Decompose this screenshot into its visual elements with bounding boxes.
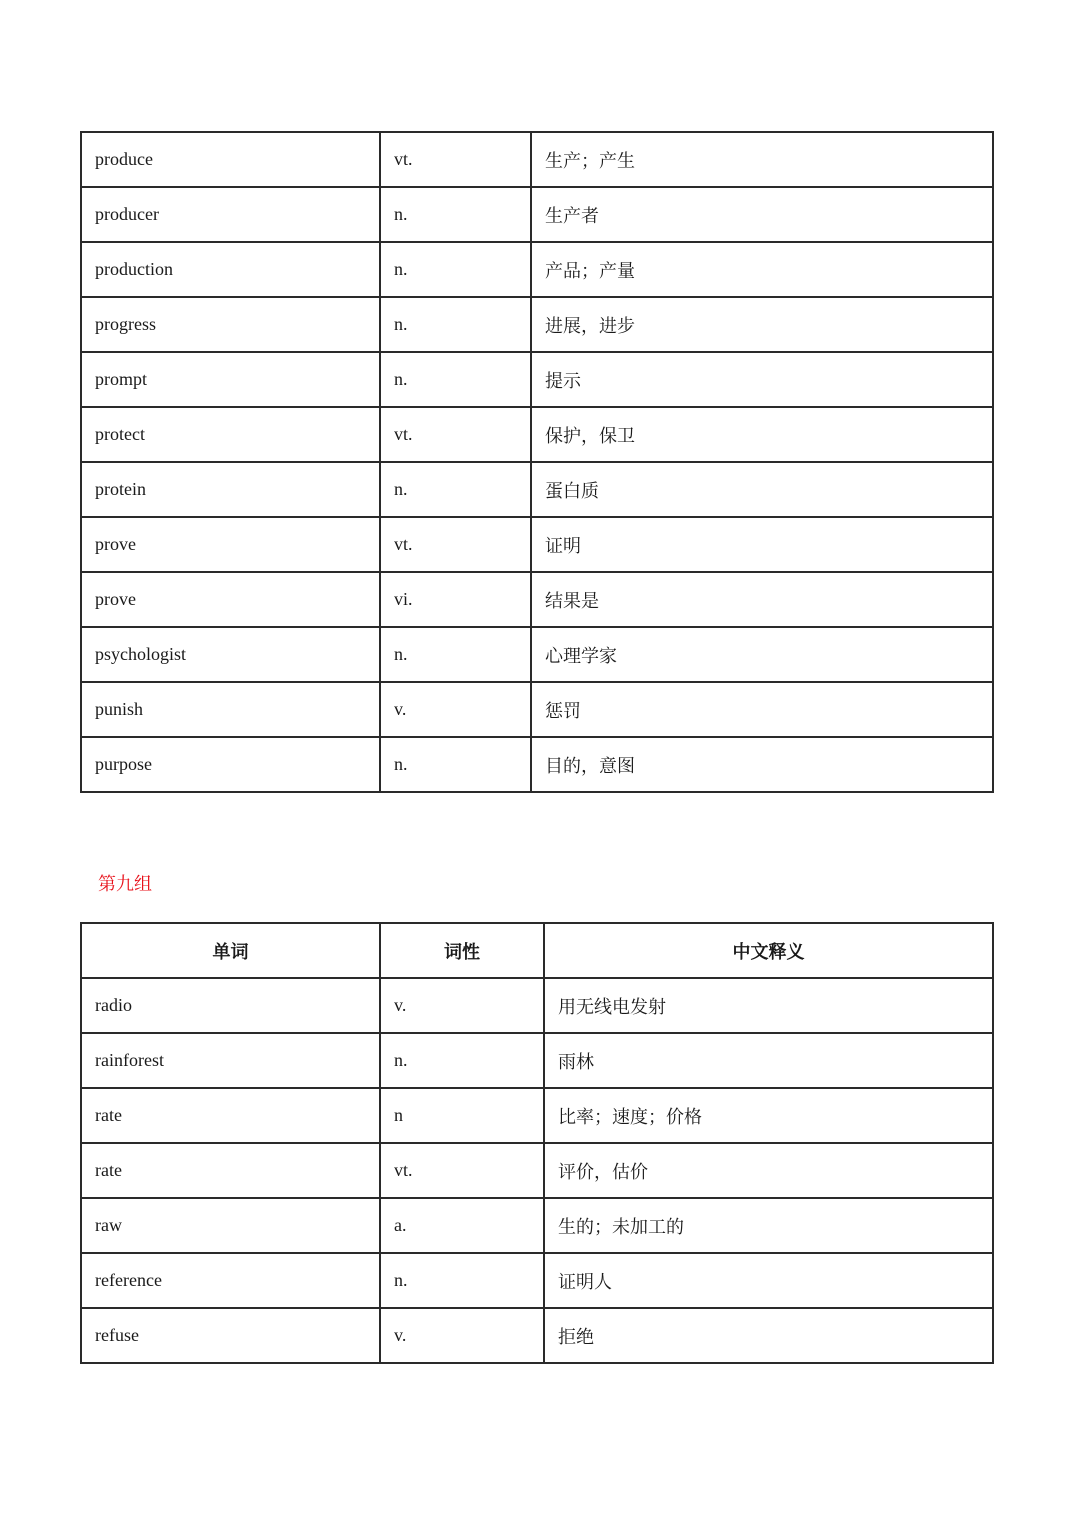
word-cell: raw (81, 1198, 380, 1253)
table-row (81, 1308, 993, 1363)
pos-cell: n. (380, 242, 531, 297)
meaning-cell: 拒绝 (544, 1308, 993, 1363)
vocabulary-table-2 (80, 922, 994, 1364)
meaning-cell: 心理学家 (531, 627, 993, 682)
meaning-cell: 生产；产生 (531, 132, 993, 187)
word-cell: protect (81, 407, 380, 462)
word-cell: psychologist (81, 627, 380, 682)
table-row (81, 978, 993, 1033)
meaning-cell: 结果是 (531, 572, 993, 627)
pos-cell: vt. (380, 1143, 544, 1198)
meaning-cell: 证明 (531, 517, 993, 572)
pos-cell: v. (380, 682, 531, 737)
column-header-meaning: 中文释义 (544, 923, 993, 978)
vocabulary-table-1 (80, 131, 994, 793)
word-cell: prove (81, 517, 380, 572)
word-cell: purpose (81, 737, 380, 792)
word-cell: protein (81, 462, 380, 517)
table-row (81, 297, 993, 352)
column-header-pos: 词性 (380, 923, 544, 978)
table-row (81, 682, 993, 737)
meaning-cell: 比率；速度；价格 (544, 1088, 993, 1143)
pos-cell: n. (380, 187, 531, 242)
word-cell: rainforest (81, 1033, 380, 1088)
table-row (81, 242, 993, 297)
pos-cell: v. (380, 978, 544, 1033)
table-row (81, 1143, 993, 1198)
meaning-cell: 进展，进步 (531, 297, 993, 352)
table-row (81, 1088, 993, 1143)
table-row (81, 572, 993, 627)
pos-cell: v. (380, 1308, 544, 1363)
pos-cell: vt. (380, 407, 531, 462)
meaning-cell: 证明人 (544, 1253, 993, 1308)
meaning-cell: 生的；未加工的 (544, 1198, 993, 1253)
pos-cell: n. (380, 1253, 544, 1308)
table-row (81, 737, 993, 792)
table-row (81, 1033, 993, 1088)
word-cell: radio (81, 978, 380, 1033)
table-row (81, 1253, 993, 1308)
meaning-cell: 蛋白质 (531, 462, 993, 517)
pos-cell: vt. (380, 132, 531, 187)
word-cell: prompt (81, 352, 380, 407)
word-cell: refuse (81, 1308, 380, 1363)
pos-cell: vi. (380, 572, 531, 627)
table-row (81, 1198, 993, 1253)
pos-cell: n. (380, 462, 531, 517)
pos-cell: n. (380, 297, 531, 352)
table-row (81, 627, 993, 682)
meaning-cell: 雨林 (544, 1033, 993, 1088)
word-cell: rate (81, 1088, 380, 1143)
table-row (81, 462, 993, 517)
pos-cell: vt. (380, 517, 531, 572)
meaning-cell: 产品；产量 (531, 242, 993, 297)
pos-cell: n. (380, 627, 531, 682)
pos-cell: n. (380, 1033, 544, 1088)
meaning-cell: 提示 (531, 352, 993, 407)
word-cell: punish (81, 682, 380, 737)
group-title: 第九组 (98, 874, 152, 895)
pos-cell: n. (380, 737, 531, 792)
word-cell: reference (81, 1253, 380, 1308)
pos-cell: a. (380, 1198, 544, 1253)
word-cell: progress (81, 297, 380, 352)
column-header-word: 单词 (81, 923, 380, 978)
table-header-row (81, 923, 993, 978)
table-row (81, 407, 993, 462)
pos-cell: n (380, 1088, 544, 1143)
word-cell: rate (81, 1143, 380, 1198)
meaning-cell: 用无线电发射 (544, 978, 993, 1033)
table-row (81, 517, 993, 572)
table-row (81, 187, 993, 242)
meaning-cell: 评价，估价 (544, 1143, 993, 1198)
meaning-cell: 保护，保卫 (531, 407, 993, 462)
meaning-cell: 惩罚 (531, 682, 993, 737)
pos-cell: n. (380, 352, 531, 407)
word-cell: production (81, 242, 380, 297)
word-cell: producer (81, 187, 380, 242)
table-row (81, 132, 993, 187)
table-row (81, 352, 993, 407)
word-cell: produce (81, 132, 380, 187)
word-cell: prove (81, 572, 380, 627)
meaning-cell: 生产者 (531, 187, 993, 242)
meaning-cell: 目的，意图 (531, 737, 993, 792)
